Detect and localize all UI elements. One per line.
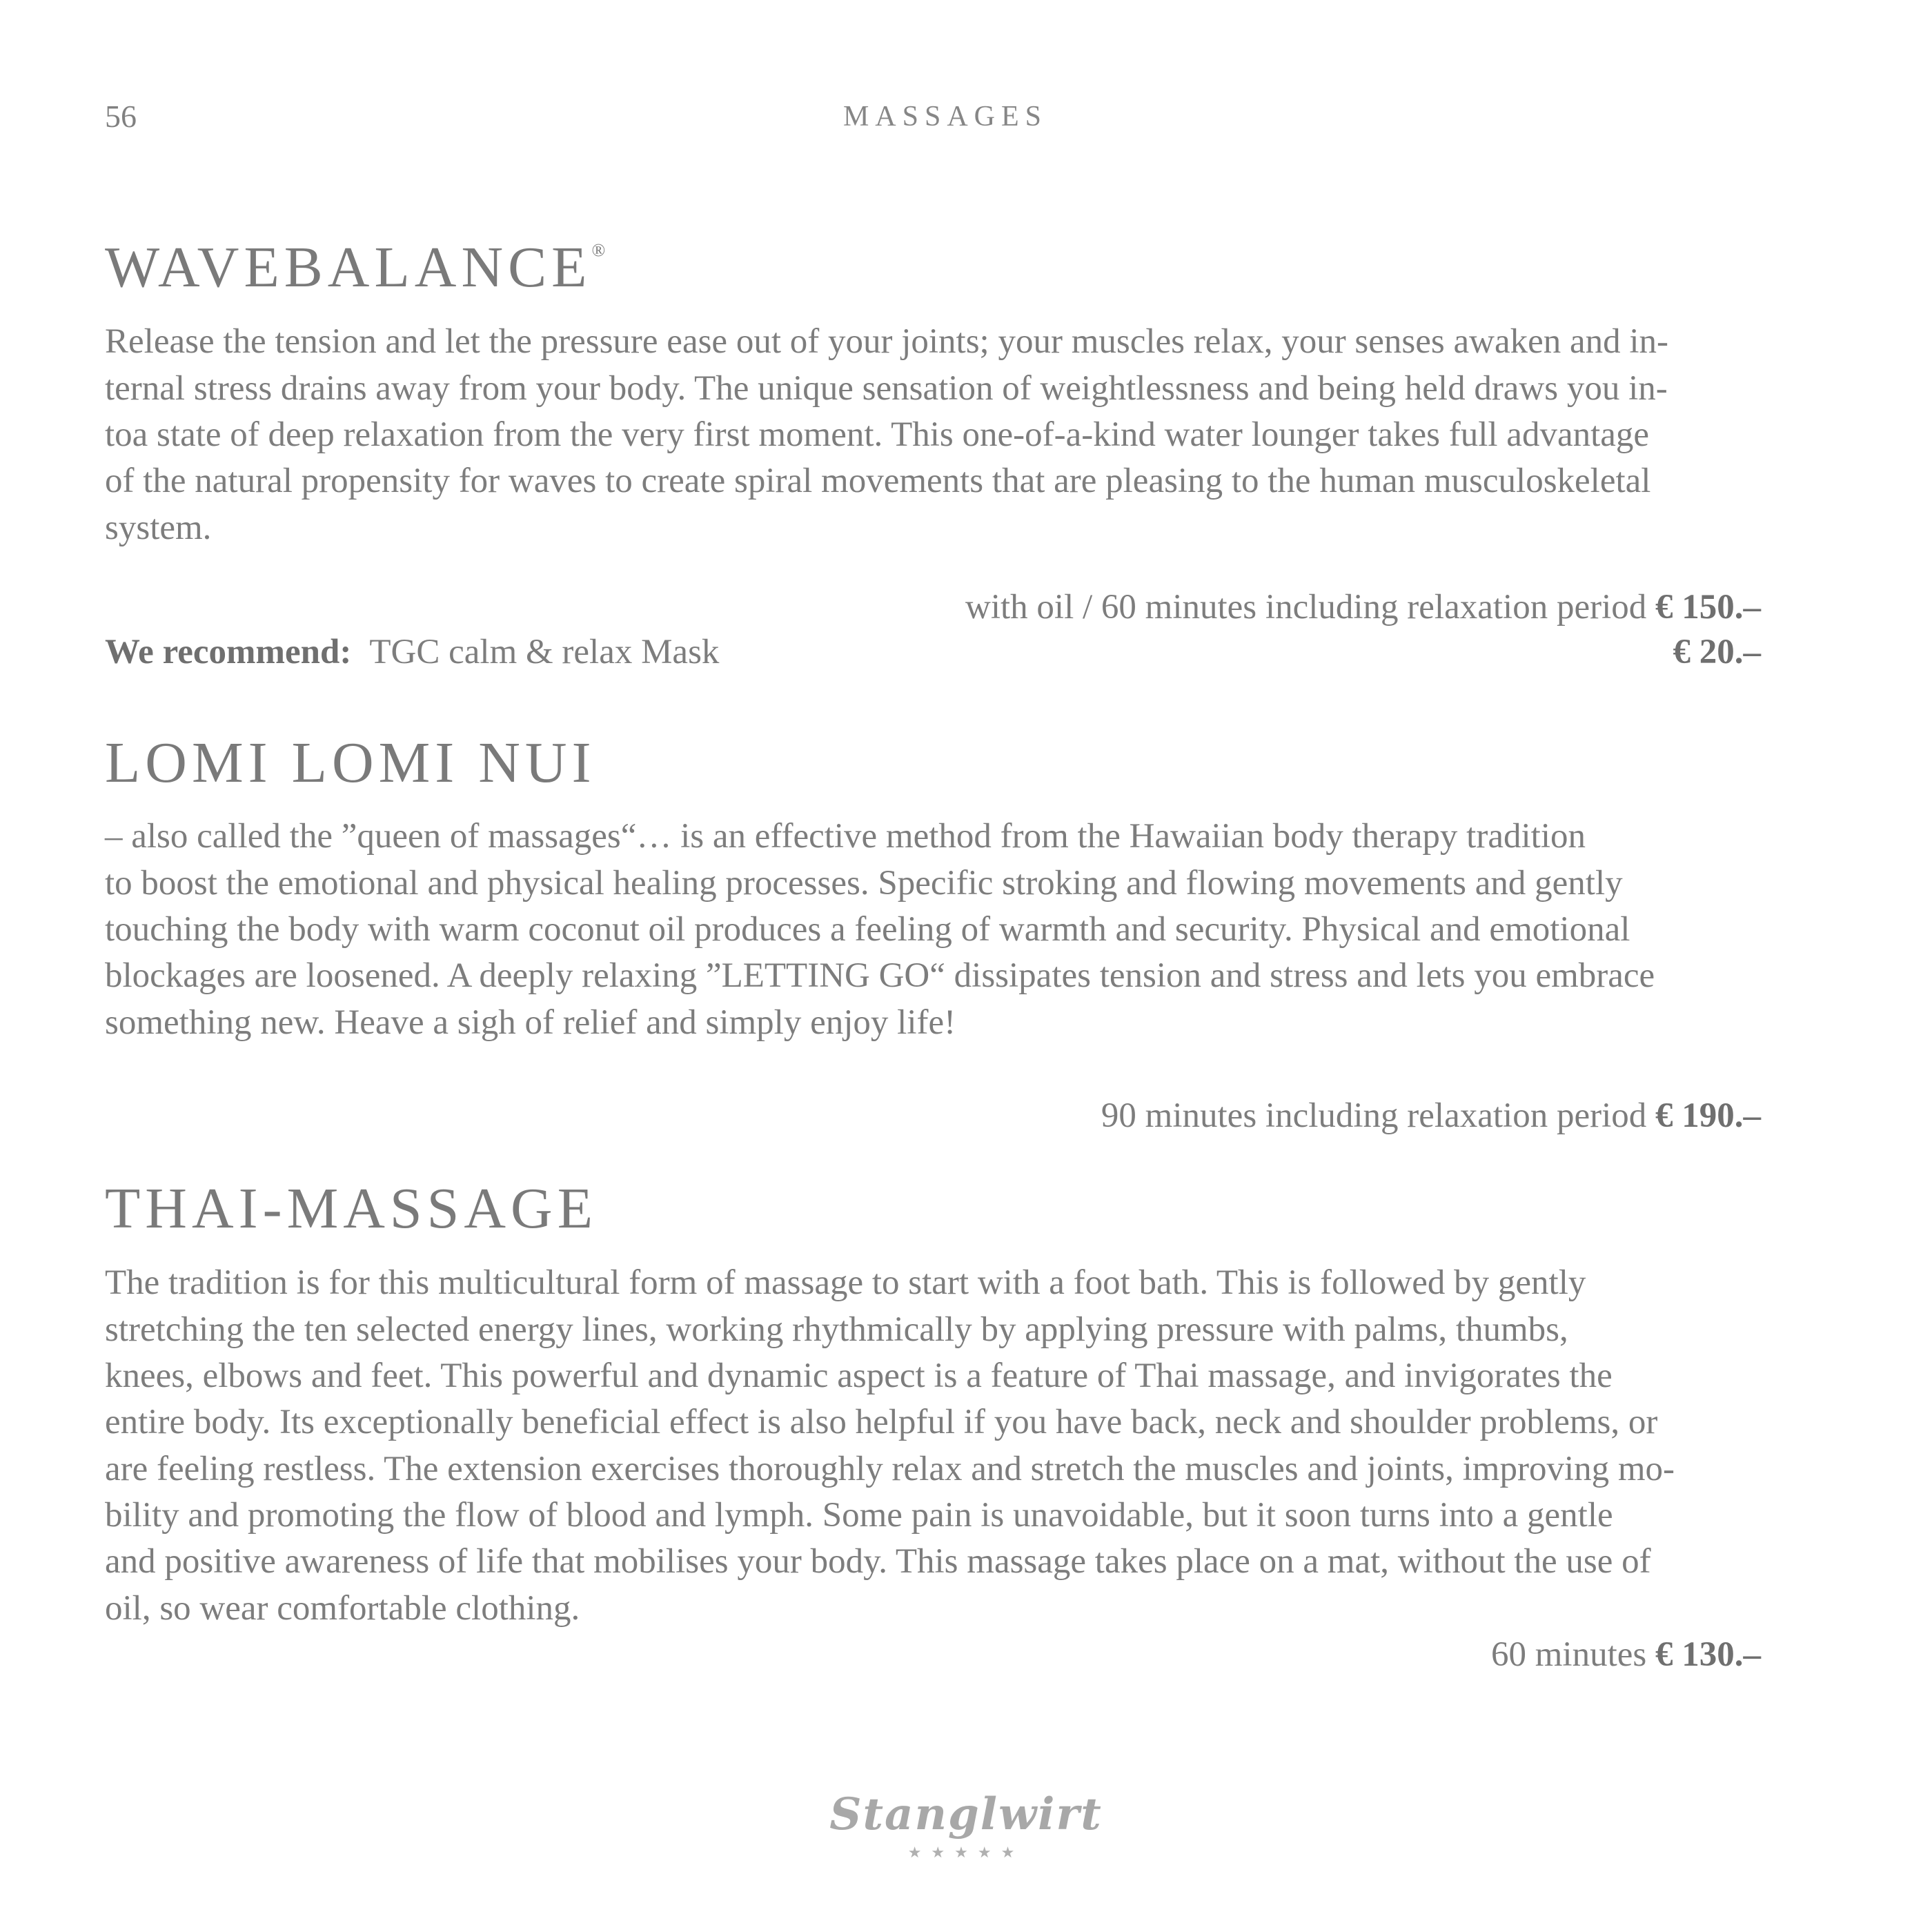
thai-text-line: The tradition is for this multicultural form of massage to start with a foot bath. This is followed by gently [105,1263,1586,1302]
thai-offer-desc: 60 minutes [1491,1635,1647,1674]
recommend-price-row [1673,635,1762,670]
trademark-symbol: ® [591,240,606,260]
thai-text-line: oil, so wear comfortable clothing. [105,1589,580,1628]
thai-text-line: stretching the ten selected energy lines, working rhythmically by applying pressure with palms, thumbs, [105,1310,1568,1349]
wavebalance-offer-desc: with oil / 60 minutes including relaxation period [965,588,1647,627]
star-rating: ★★★★★ [907,1844,1025,1861]
lomi-text-line: touching the body with warm coconut oil produces a feeling of warmth and security. Physical and emotional [105,910,1630,949]
brand-logo [0,1788,1932,1862]
wavebalance-text-line: ternal stress drains away from your body. The unique sensation of weightlessness and being held draws you in- [105,369,1668,408]
recommend-item: TGC calm & relax Mask [369,633,720,671]
thai-offer-price: € 130.– [1655,1635,1761,1674]
recommend-label: We recommend: [105,633,352,671]
thai-text-line: bility and promoting the flow of blood and lymph. Some pain is unavoidable, but it soon turns into a gentle [105,1496,1613,1535]
wavebalance-text-line: system. [105,509,212,547]
thai-text-line: knees, elbows and feet. This powerful and dynamic aspect is a feature of Thai massage, and invigorates the [105,1357,1613,1395]
running-head: MASSAGES [842,101,1048,132]
brand-wordmark: Stanglwirt [829,1788,1103,1840]
wavebalance-title-text: WAVEBALANCE [105,235,592,299]
wavebalance-title [105,235,606,299]
lomi-text-line: to boost the emotional and physical healing processes. Specific stroking and flowing movements and gently [105,864,1623,903]
lomi-text-line: – also called the ”queen of massages“… is an effective method from the Hawaiian body therapy tradition [105,817,1586,856]
wavebalance-offer [965,590,1761,625]
thai-text-line: and positive awareness of life that mobilises your body. This massage takes place on a mat, without the use of [105,1542,1651,1581]
recommend-price: € 20.– [1673,633,1761,671]
thai-text-line: are feeling restless. The extension exercises thoroughly relax and stretch the muscles and joints, improving mo- [105,1450,1675,1488]
wavebalance-text-line: Release the tension and let the pressure ease out of your joints; your muscles relax, your senses awaken and in- [105,322,1669,361]
wavebalance-text-line: toa state of deep relaxation from the very first moment. This one-of-a-kind water lounger takes full advantage [105,415,1650,454]
wavebalance-offer-price: € 150.– [1655,588,1761,627]
recommendation [105,635,719,670]
thai-text-line: entire body. Its exceptionally beneficial effect is also helpful if you have back, neck and shoulder problems, or [105,1403,1658,1441]
page-number: 56 [105,99,137,134]
lomi-title: LOMI LOMI NUI [105,731,596,795]
lomi-offer-desc: 90 minutes including relaxation period [1101,1096,1647,1135]
thai-title: THAI-MASSAGE [105,1176,598,1241]
lomi-offer [1101,1098,1761,1134]
lomi-text-line: something new. Heave a sigh of relief and simply enjoy life! [105,1003,956,1042]
lomi-offer-price: € 190.– [1655,1096,1761,1135]
wavebalance-text-line: of the natural propensity for waves to create spiral movements that are pleasing to the human musculoskeletal [105,462,1651,500]
thai-offer [1491,1637,1761,1673]
lomi-text-line: blockages are loosened. A deeply relaxing ”LETTING GO“ dissipates tension and stress and lets you embrace [105,956,1655,995]
